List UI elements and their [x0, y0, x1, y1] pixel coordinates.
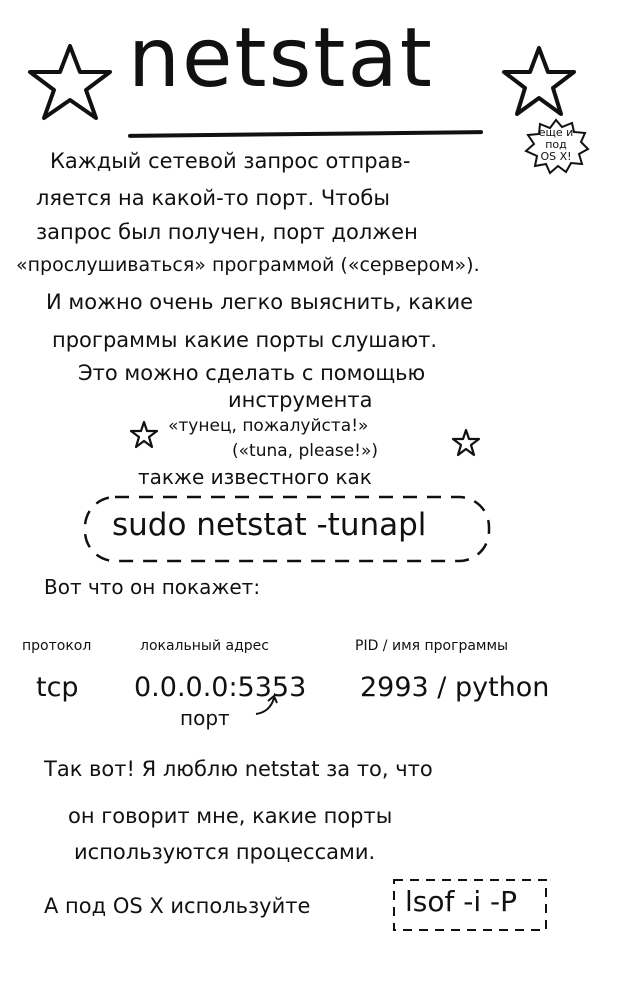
paragraph3-line: используются процессами.	[74, 840, 376, 864]
value-protocol: tcp	[36, 672, 79, 703]
star-icon-small-left	[128, 420, 160, 450]
arrow-icon	[252, 692, 282, 722]
os-x-badge	[522, 118, 590, 176]
paragraph1-line: запрос был получен, порт должен	[36, 220, 418, 244]
value-address: 0.0.0.0:5353	[134, 672, 307, 703]
star-icon-right	[500, 44, 578, 118]
value-program: 2993 / python	[360, 672, 550, 703]
paragraph3-line: он говорит мне, какие порты	[68, 804, 393, 828]
page-title: netstat	[128, 11, 434, 106]
star-icon-left	[24, 42, 116, 122]
badge-line: OS X!	[540, 150, 572, 163]
lsof-command: lsof -i -P	[405, 885, 518, 918]
paragraph2-line: программы какие порты слушают.	[52, 328, 438, 352]
badge-line: под	[545, 138, 567, 151]
paragraph3-line: А под OS X используйте	[44, 894, 311, 918]
aka-text: также известного как	[138, 465, 372, 489]
paragraph3-line: Так вот! Я люблю netstat за то, что	[44, 757, 433, 781]
header-pid-program: PID / имя программы	[355, 638, 509, 654]
star-icon-small-right	[450, 428, 482, 458]
tool-name-english: («tuna, please!»)	[232, 441, 379, 461]
netstat-command: sudo netstat -tunapl	[112, 507, 427, 543]
badge-line: еще и	[538, 126, 574, 139]
port-label: порт	[180, 706, 230, 730]
output-intro: Вот что он покажет:	[44, 575, 261, 599]
paragraph2-line: Это можно сделать с помощью	[78, 361, 426, 385]
paragraph2-line: инструмента	[228, 388, 373, 412]
header-protocol: протокол	[22, 638, 92, 654]
paragraph1-line: Каждый сетевой запрос отправ-	[50, 149, 411, 173]
paragraph2-line: И можно очень легко выяснить, какие	[46, 290, 474, 314]
paragraph1-line: «прослушиваться» программой («сервером»).	[16, 254, 480, 276]
title-underline	[128, 130, 483, 138]
header-local-address: локальный адрес	[140, 638, 269, 654]
tool-name: «тунец, пожалуйста!»	[168, 416, 369, 436]
paragraph1-line: ляется на какой-то порт. Чтобы	[36, 186, 390, 210]
